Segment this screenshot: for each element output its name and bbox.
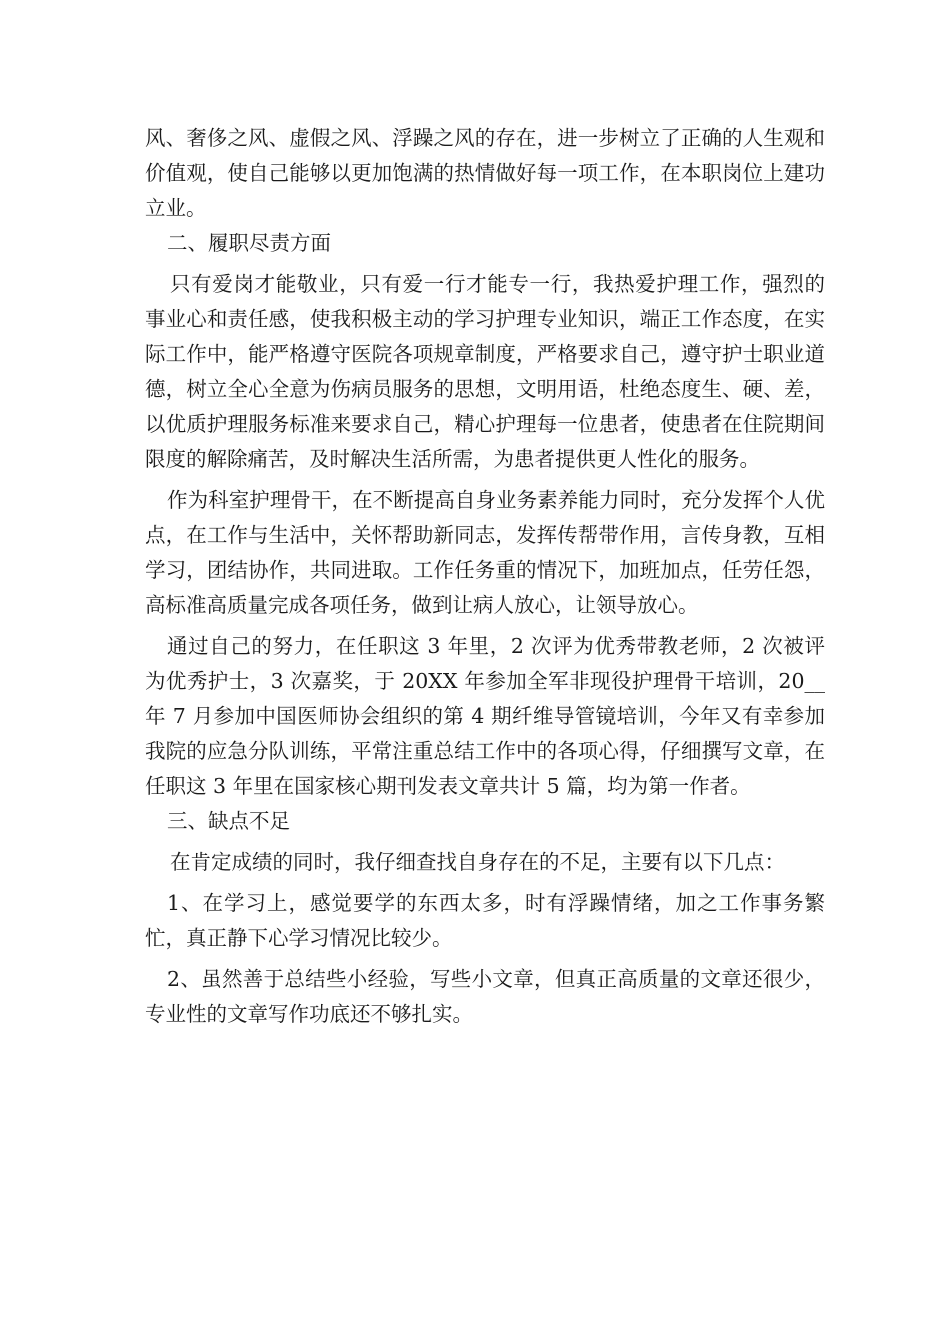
paragraph-continuation: 风、奢侈之风、虚假之风、浮躁之风的存在，进一步树立了正确的人生观和价值观，使自己能够以更加饱满的热情做好每一项工作，在本职岗位上建功立业。 [145, 126, 825, 220]
document-body [145, 121, 825, 1032]
section-heading-duty: 二、履职尽责方面 [167, 231, 331, 255]
paragraph-shortcomings-intro: 在肯定成绩的同时，我仔细查找自身存在的不足，主要有以下几点： [170, 850, 785, 874]
paragraph-achievements: 通过自己的努力，在任职这 3 年里，2 次评为优秀带教老师，2 次被评为优秀护士，3 次嘉奖，于 20XX 年参加全军非现役护理骨干培训，20__年 7 月参加中国医师协会组织的第 4 期纤维导管镜培训，今年又有幸参加我院的应急分队训练，平常注重总结工作中的各项心得，仔细撰写文章，在任职这 3 年里在国家核心期刊发表文章共计 5 篇，均为第一作者。 [145, 634, 825, 798]
paragraph-shortcoming-2: 2、虽然善于总结些小经验，写些小文章，但真正高质量的文章还很少，专业性的文章写作功底还不够扎实。 [145, 967, 825, 1026]
paragraph-shortcoming-1: 1、在学习上，感觉要学的东西太多，时有浮躁情绪，加之工作事务繁忙，真正静下心学习情况比较少。 [145, 891, 825, 950]
paragraph-duty-1: 只有爱岗才能敬业，只有爱一行才能专一行，我热爱护理工作，强烈的事业心和责任感，使我积极主动的学习护理专业知识，端正工作态度，在实际工作中，能严格遵守医院各项规章制度，严格要求自己，遵守护士职业道德，树立全心全意为伤病员服务的思想，文明用语，杜绝态度生、硬、差，以优质护理服务标准来要求自己，精心护理每一位患者，使患者在住院期间限度的解除痛苦，及时解决生活所需，为患者提供更人性化的服务。 [145, 272, 825, 471]
paragraph-duty-2: 作为科室护理骨干，在不断提高自身业务素养能力同时，充分发挥个人优点，在工作与生活中，关怀帮助新同志，发挥传帮带作用，言传身教，互相学习，团结协作，共同进取。工作任务重的情况下，加班加点，任劳任怨，高标准高质量完成各项任务，做到让病人放心，让领导放心。 [145, 488, 825, 617]
section-heading-shortcomings: 三、缺点不足 [167, 809, 290, 833]
